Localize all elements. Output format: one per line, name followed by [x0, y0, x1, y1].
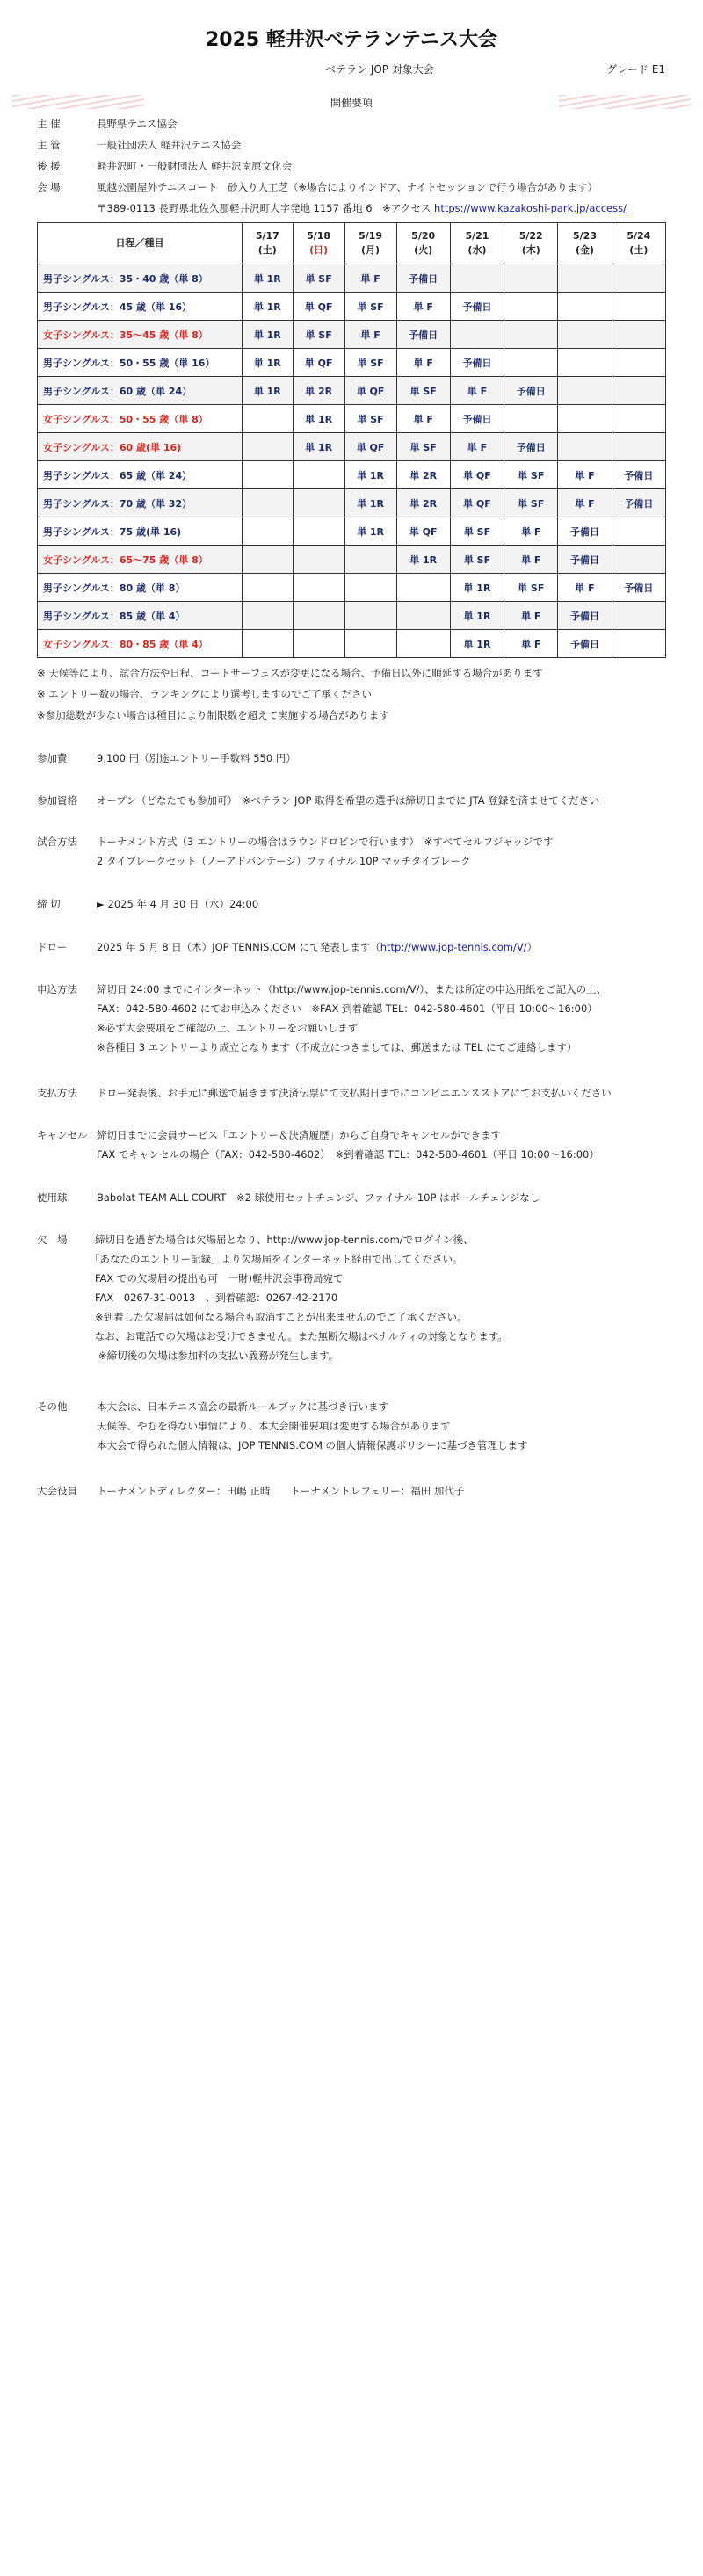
schedule-cell	[612, 405, 665, 433]
day-header: 5/17 (土)	[243, 223, 294, 264]
grade-label: グレード E1	[606, 63, 666, 76]
schedule-cell: 単 F	[450, 377, 504, 405]
schedule-cell: 単 1R	[344, 517, 396, 546]
schedule-cell	[344, 602, 396, 630]
schedule-cell: 単 SF	[450, 517, 504, 546]
schedule-cell: 単 F	[558, 574, 612, 602]
schedule-cell	[612, 433, 665, 461]
schedule-cell: 単 F	[344, 321, 396, 349]
officials-section: 大会役員 トーナメントディレクター：田嶋 正晴 トーナメントレフェリー：福田 加代子	[37, 1485, 465, 1497]
schedule-cell: 単 QF	[293, 293, 344, 321]
schedule-cell: 単 1R	[396, 546, 450, 574]
other-section: その他 本大会は、日本テニス協会の最新ルールブックに基づき行います 天候等、やむを得ない事情により、本大会開催要項は変更する場合があります 本大会で得られた個人情報は、JOP TENNIS.COM の個人情報保護ポリシーに基づき管理します	[37, 1400, 528, 1451]
schedule-cell: 予備日	[612, 574, 665, 602]
schedule-cell	[293, 517, 344, 546]
schedule-cell: 単 F	[396, 405, 450, 433]
schedule-row	[38, 405, 666, 433]
schedule-cell: 単 SF	[450, 546, 504, 574]
schedule-cell	[396, 630, 450, 658]
schedule-cell	[293, 602, 344, 630]
ball-section: 使用球 Babolat TEAM ALL COURT ※2 球使用セットチェンジ、ファイナル 10P はボールチェンジなし	[37, 1191, 540, 1204]
schedule-cell: 単 1R	[344, 461, 396, 489]
schedule-cell: 単 1R	[293, 405, 344, 433]
schedule-cell: 単 2R	[396, 461, 450, 489]
schedule-row	[38, 321, 666, 349]
info-venue: 会 場 風越公園屋外テニスコート 砂入り人工芝（※場合によりインドア、ナイトセッションで行う場合があります）	[37, 181, 598, 193]
schedule-cell: 単 1R	[344, 489, 396, 517]
event-name: 女子シングルス：35〜45 歳（単 8）	[38, 321, 243, 349]
schedule-cell: 単 QF	[396, 517, 450, 546]
schedule-row	[38, 433, 666, 461]
schedule-cell: 単 1R	[450, 630, 504, 658]
schedule-cell	[396, 602, 450, 630]
schedule-row	[38, 630, 666, 658]
event-name: 男子シングルス：70 歳（単 32）	[38, 489, 243, 517]
schedule-header-row	[38, 223, 666, 264]
schedule-cell	[243, 546, 294, 574]
schedule-cell: 単 QF	[293, 349, 344, 377]
schedule-cell: 予備日	[396, 321, 450, 349]
schedule-cell: 予備日	[558, 546, 612, 574]
schedule-cell	[558, 405, 612, 433]
schedule-cell: 単 QF	[450, 461, 504, 489]
schedule-cell: 単 2R	[293, 377, 344, 405]
schedule-row	[38, 517, 666, 546]
schedule-cell: 単 2R	[396, 489, 450, 517]
schedule-cell: 単 F	[396, 349, 450, 377]
fee-section: 参加費 9,100 円（別途エントリー手数料 550 円）	[37, 752, 296, 764]
day-header: 5/24 (土)	[612, 223, 665, 264]
schedule-cell: 単 F	[504, 630, 558, 658]
event-name: 男子シングルス：80 歳（単 8）	[38, 574, 243, 602]
absence-section: 欠 場 締切日を過ぎた場合は欠場届となり、http://www.jop-tennis.com/でログイン後、 「あなたのエントリー記録」より欠場届をインターネット経由で出してください。 FAX での欠場届の提出も可 一財)軽井沢会事務局宛て FAX 0267-31-0013 、到着確認：0267-42-2170 ※到着した欠場届は如何なる場合も取消すことが出来ませんのでご了承ください。 なお、お電話での欠場はお受けできません。また無断欠場はペナルティの対象となります。 ※締切後の欠場は参加料の支払い義務が発生します。	[37, 1234, 508, 1362]
schedule-cell	[243, 489, 294, 517]
schedule-cell: 単 SF	[344, 349, 396, 377]
schedule-cell	[558, 321, 612, 349]
schedule-row	[38, 602, 666, 630]
schedule-row	[38, 489, 666, 517]
event-name: 男子シングルス：75 歳(単 16)	[38, 517, 243, 546]
info-address: 〒389-0113 長野県北佐久郡軽井沢町大字発地 1157 番地 6 ※アクセス https://www.kazakoshi-park.jp/access/	[97, 202, 627, 214]
schedule-cell	[293, 574, 344, 602]
schedule-cell	[612, 517, 665, 546]
schedule-cell: 単 SF	[344, 405, 396, 433]
subtitle: ベテラン JOP 対象大会	[325, 63, 434, 76]
schedule-cell: 単 SF	[396, 433, 450, 461]
schedule-cell	[504, 405, 558, 433]
event-name: 女子シングルス：65〜75 歳（単 8）	[38, 546, 243, 574]
note-weather: ※ 天候等により、試合方法や日程、コートサーフェスが変更になる場合、予備日以外に順延する場合があります	[37, 667, 543, 679]
schedule-cell	[612, 349, 665, 377]
schedule-cell	[612, 377, 665, 405]
day-header: 5/20 (火)	[396, 223, 450, 264]
note-participants: ※参加総数が少ない場合は種目により制限数を超えて実施する場合があります	[37, 709, 389, 721]
event-name: 男子シングルス：35・40 歳（単 8）	[38, 264, 243, 293]
schedule-cell: 単 1R	[293, 433, 344, 461]
schedule-cell	[504, 293, 558, 321]
schedule-row	[38, 574, 666, 602]
day-header: 5/22 (木)	[504, 223, 558, 264]
schedule-cell: 単 SF	[504, 461, 558, 489]
schedule-cell	[344, 574, 396, 602]
schedule-cell	[243, 517, 294, 546]
draw-section: ドロー 2025 年 5 月 8 日（木）JOP TENNIS.COM にて発表します（http://www.jop-tennis.com/V/）	[37, 941, 538, 953]
schedule-cell: 単 1R	[450, 574, 504, 602]
event-name: 男子シングルス：60 歳（単 24）	[38, 377, 243, 405]
info-organizer: 主 催 長野県テニス協会	[37, 118, 178, 130]
schedule-cell: 単 F	[558, 489, 612, 517]
schedule-cell	[344, 546, 396, 574]
schedule-cell	[558, 349, 612, 377]
schedule-cell	[612, 293, 665, 321]
schedule-cell: 単 F	[450, 433, 504, 461]
access-link[interactable]: https://www.kazakoshi-park.jp/access/	[434, 202, 627, 214]
schedule-row	[38, 461, 666, 489]
schedule-cell	[612, 630, 665, 658]
schedule-table	[37, 222, 666, 658]
info-manager: 主 管 一般社団法人 軽井沢テニス協会	[37, 139, 242, 151]
schedule-cell: 単 F	[344, 264, 396, 293]
schedule-cell: 単 QF	[450, 489, 504, 517]
eligibility-section: 参加資格 オープン（どなたでも参加可） ※ベテラン JOP 取得を希望の選手は締切日までに JTA 登録を済ませてください	[37, 794, 599, 807]
schedule-cell: 単 1R	[450, 602, 504, 630]
schedule-cell: 予備日	[504, 377, 558, 405]
schedule-cell	[612, 602, 665, 630]
schedule-cell: 単 SF	[293, 321, 344, 349]
schedule-cell: 単 1R	[243, 377, 294, 405]
schedule-cell	[504, 321, 558, 349]
schedule-cell	[612, 264, 665, 293]
event-name: 男子シングルス：65 歳（単 24）	[38, 461, 243, 489]
schedule-cell	[612, 321, 665, 349]
schedule-row	[38, 293, 666, 321]
schedule-cell: 単 1R	[243, 264, 294, 293]
schedule-cell: 予備日	[612, 489, 665, 517]
section-heading: 開催要項	[330, 97, 373, 109]
schedule-row	[38, 264, 666, 293]
schedule-cell: 単 F	[504, 546, 558, 574]
day-header: 5/21 (水)	[450, 223, 504, 264]
schedule-cell	[344, 630, 396, 658]
deadline-section: 締 切 ► 2025 年 4 月 30 日（水）24:00	[37, 898, 259, 910]
event-name: 男子シングルス：45 歳（単 16）	[38, 293, 243, 321]
schedule-cell: 予備日	[450, 293, 504, 321]
day-header: 5/19 (月)	[344, 223, 396, 264]
schedule-cell	[293, 461, 344, 489]
schedule-cell	[293, 546, 344, 574]
schedule-cell	[504, 349, 558, 377]
day-header: 5/23 (金)	[558, 223, 612, 264]
event-name: 男子シングルス：50・55 歳（単 16）	[38, 349, 243, 377]
schedule-cell	[243, 433, 294, 461]
draw-link[interactable]: http://www.jop-tennis.com/V/	[380, 941, 527, 953]
format-section: 試合方法 トーナメント方式（3 エントリーの場合はラウンドロビンで行います） ※すべてセルフジャッジです 2 タイブレークセット（ノーアドバンテージ）ファイナル 10P マッチタイブレーク	[37, 836, 554, 867]
schedule-cell	[243, 630, 294, 658]
schedule-cell	[396, 574, 450, 602]
schedule-cell: 単 F	[504, 517, 558, 546]
schedule-cell: 予備日	[558, 602, 612, 630]
schedule-cell	[612, 546, 665, 574]
schedule-cell: 単 SF	[504, 574, 558, 602]
payment-section: 支払方法 ドロー発表後、お手元に郵送で届きます決済伝票にて支払期日までにコンビニエンスストアにてお支払いください	[37, 1087, 612, 1099]
apply-section: 申込方法 締切日 24:00 までにインターネット（http://www.jop-tennis.com/V/）、または所定の申込用紙をご記入の上、 FAX：042-580-4602 にてお申込みください ※FAX 到着確認 TEL：042-580-4601（平日 10:00〜16:00） ※必ず大会要項をご確認の上、エントリーをお願いします ※各種目 3 エントリーより成立となります（不成立につきましては、郵送または TEL にてご連絡します）	[37, 983, 607, 1053]
schedule-cell	[243, 405, 294, 433]
schedule-cell	[243, 602, 294, 630]
schedule-row	[38, 377, 666, 405]
schedule-cell: 単 QF	[344, 433, 396, 461]
schedule-cell: 予備日	[504, 433, 558, 461]
event-name: 女子シングルス：50・55 歳（単 8）	[38, 405, 243, 433]
schedule-cell: 予備日	[558, 630, 612, 658]
schedule-cell	[504, 264, 558, 293]
schedule-cell: 単 SF	[396, 377, 450, 405]
info-sponsor: 後 援 軽井沢町・一般財団法人 軽井沢南原文化会	[37, 160, 293, 172]
schedule-row	[38, 349, 666, 377]
schedule-cell	[293, 489, 344, 517]
schedule-cell: 予備日	[612, 461, 665, 489]
schedule-cell: 単 1R	[243, 349, 294, 377]
schedule-cell: 単 SF	[344, 293, 396, 321]
page-title: 2025 軽井沢ベテランテニス大会	[205, 29, 497, 51]
schedule-cell: 単 QF	[344, 377, 396, 405]
schedule-cell: 予備日	[450, 349, 504, 377]
schedule-cell: 予備日	[450, 405, 504, 433]
schedule-cell	[450, 264, 504, 293]
schedule-cell: 単 SF	[293, 264, 344, 293]
event-name: 女子シングルス：60 歳(単 16)	[38, 433, 243, 461]
note-ranking: ※ エントリー数の場合、ランキングにより選考しますのでご了承ください	[37, 688, 372, 700]
event-name: 女子シングルス：80・85 歳（単 4）	[38, 630, 243, 658]
schedule-cell: 予備日	[396, 264, 450, 293]
event-name: 男子シングルス：85 歳（単 4）	[38, 602, 243, 630]
schedule-cell	[558, 377, 612, 405]
schedule-cell: 単 F	[504, 602, 558, 630]
schedule-cell: 単 F	[396, 293, 450, 321]
schedule-cell	[450, 321, 504, 349]
schedule-cell	[558, 264, 612, 293]
schedule-cell: 単 1R	[243, 321, 294, 349]
schedule-cell	[558, 293, 612, 321]
schedule-cell	[293, 630, 344, 658]
schedule-row	[38, 546, 666, 574]
schedule-cell	[243, 574, 294, 602]
schedule-cell	[243, 461, 294, 489]
schedule-cell: 予備日	[558, 517, 612, 546]
day-header: 5/18 (日)	[293, 223, 344, 264]
schedule-cell: 単 1R	[243, 293, 294, 321]
schedule-cell: 単 F	[558, 461, 612, 489]
schedule-cell	[558, 433, 612, 461]
cancel-section: キャンセル 締切日までに会員サービス「エントリー＆決済履歴」からご自身でキャンセルができます FAX でキャンセルの場合（FAX：042-580-4602） ※到着確認 TEL：042-580-4601（平日 10:00〜16:00）	[37, 1129, 599, 1161]
schedule-cell: 単 SF	[504, 489, 558, 517]
schedule-header-label: 日程／種目	[38, 223, 243, 264]
